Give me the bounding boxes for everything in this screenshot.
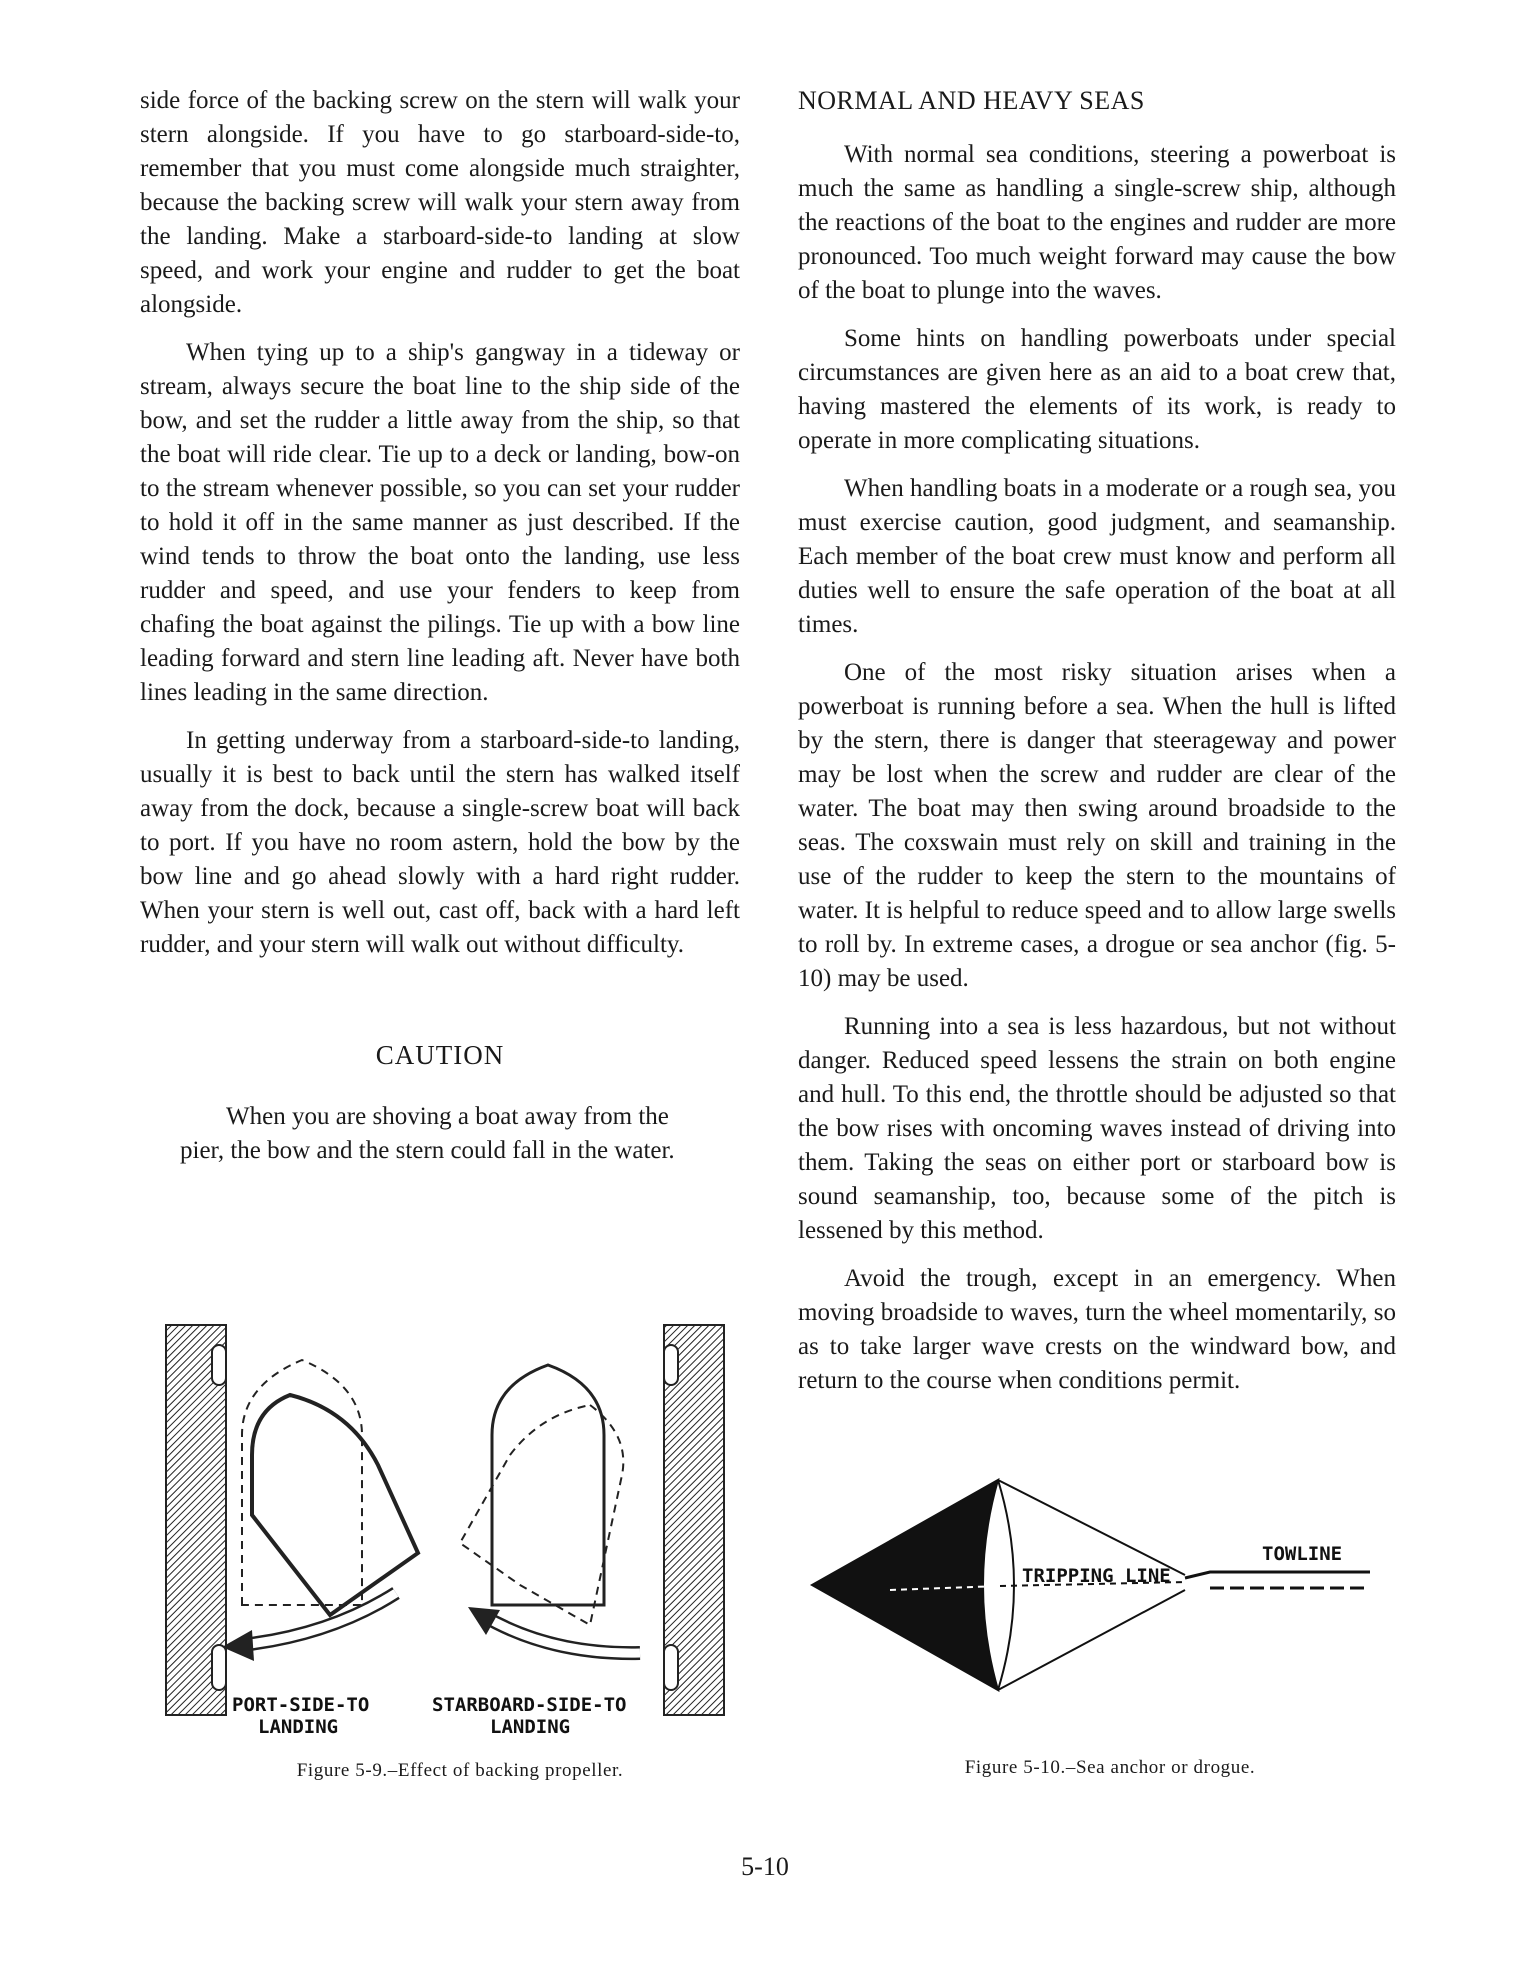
page-number: 5-10	[741, 1852, 789, 1881]
paragraph: side force of the backing screw on the stern will walk your stern alongside. If you have to go starboard-side-to, remember that you must come alongside much straighter, because the backing screw will walk your stern away from the landing. Make a starboard-side-to landing at slow speed, and work your engine and rudder to get the boat alongside.	[140, 87, 740, 318]
paragraph: One of the most risky situation arises when a powerboat is running before a sea. When the hull is lifted by the stern, there is danger that steerageway and power may be lost when the screw and rudder are clear of the water. The boat may then swing around broadside to the seas. The coxswain must rely on skill and training in the use of the rudder to keep the stern to the mountains of water. It is helpful to reduce speed and to allow large swells to roll by. In extreme cases, a drogue or sea anchor (fig. 5-10) may be used.	[798, 659, 1396, 992]
boat-original-position-starboard	[492, 1365, 604, 1605]
right-bollard-top	[664, 1345, 678, 1385]
label-port-side-to: PORT-SIDE-TO	[232, 1694, 370, 1716]
figure-5-10-caption: Figure 5-10.–Sea anchor or drogue.	[964, 1757, 1256, 1778]
figure-5-9-caption: Figure 5-9.–Effect of backing propeller.	[296, 1760, 624, 1781]
left-bollard-top	[212, 1345, 226, 1385]
figure-5-10-sea-anchor-diagram	[800, 1460, 1400, 1720]
section-heading: NORMAL AND HEAVY SEAS	[798, 86, 1145, 115]
towline	[1185, 1572, 1370, 1578]
boat-swung-position-starboard	[460, 1405, 623, 1625]
left-bollard-bottom	[212, 1645, 226, 1690]
right-bollard-bottom	[664, 1645, 678, 1690]
label-port-landing: LANDING	[258, 1716, 339, 1735]
caution-text: When you are shoving a boat away from the pier, the bow and the stern could fall in the water.	[180, 1103, 675, 1164]
left-column	[140, 84, 740, 1168]
label-starboard-landing: LANDING	[490, 1716, 571, 1735]
label-towline: TOWLINE	[1262, 1543, 1343, 1565]
paragraph: With normal sea conditions, steering a powerboat is much the same as handling a single-screw ship, although the reactions of the boat to the engines and rudder are more pronounced. Too much weight forward may cause the bow of the boat to plunge into the waves.	[798, 141, 1396, 304]
paragraph: Running into a sea is less hazardous, but not without danger. Reduced speed lessens the strain on both engine and hull. To this end, the throttle should be adjusted so that the bow rises with oncoming waves instead of driving into them. Taking the seas on either port or starboard bow is sound seamanship, too, because some of the pitch is lessened by this method.	[798, 1013, 1396, 1244]
bridle-line-bottom	[998, 1590, 1185, 1690]
label-tripping-line: TRIPPING LINE	[1022, 1565, 1171, 1587]
paragraph: In getting underway from a starboard-side-to landing, usually it is best to back until the stern has walked itself away from the dock, because a single-screw boat will back to port. If you have no room astern, hold the bow by the bow line and go ahead slowly with a hard right rudder. When your stern is well out, cast off, back with a hard left rudder, and your stern will walk out without difficulty.	[140, 727, 740, 958]
paragraph: When tying up to a ship's gangway in a tideway or stream, always secure the boat line to the ship side of the bow, and set the rudder a little away from the ship, so that the boat will ride clear. Tie up to a deck or landing, bow-on to the stream whenever possible, so you can set your rudder to hold it off in the same manner as just described. If the wind tends to throw the boat onto the landing, use less rudder and speed, and use your fenders to keep from chafing the boat against the pilings. Tie up with a bow line leading forward and stern line leading aft. Never have both lines leading in the same direction.	[140, 339, 740, 706]
paragraph: When handling boats in a moderate or a rough sea, you must exercise caution, good judgment, and seamanship. Each member of the boat crew must know and perform all duties well to ensure the safe operation of the boat at all times.	[798, 475, 1396, 638]
boat-swung-position-port	[252, 1395, 418, 1615]
sea-anchor-canvas-cone	[812, 1480, 998, 1690]
caution-heading: CAUTION	[375, 1040, 505, 1070]
paragraph: Some hints on handling powerboats under special circumstances are given here as an aid to a boat crew that, having mastered the elements of its work, is ready to operate in more complicating situations.	[798, 325, 1396, 454]
label-starboard-side-to: STARBOARD-SIDE-TO	[432, 1694, 627, 1716]
bridle-line-top	[998, 1480, 1185, 1575]
right-column	[798, 84, 1396, 1412]
figure-5-9-backing-propeller-diagram	[160, 1315, 730, 1735]
paragraph: Avoid the trough, except in an emergency. When moving broadside to waves, turn the wheel momentarily, so as to take larger wave crests on the windward bow, and return to the course when conditions permit.	[798, 1265, 1396, 1394]
